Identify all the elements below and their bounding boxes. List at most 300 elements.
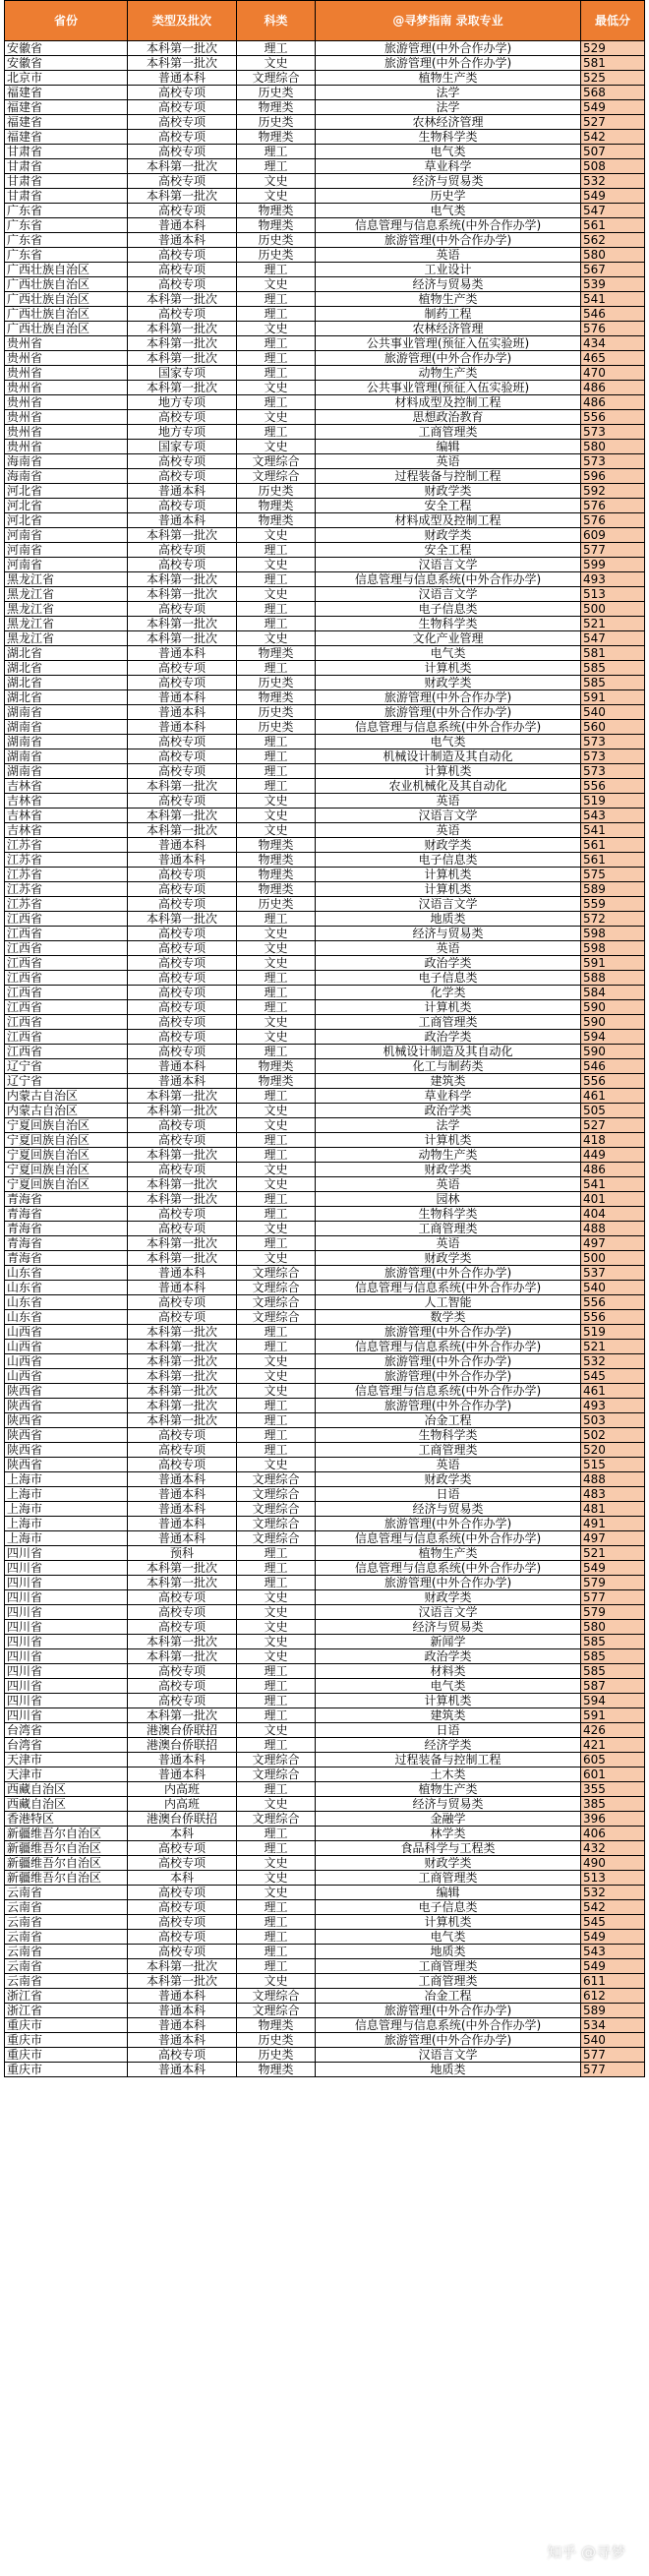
- cell-subject: 文史: [237, 1384, 316, 1399]
- cell-major: 冶金工程: [316, 1413, 581, 1428]
- cell-major: 动物生产类: [316, 366, 581, 381]
- cell-province: 贵州省: [5, 425, 128, 440]
- cell-min-score: 577: [581, 543, 645, 558]
- cell-type-batch: 普通本科: [128, 690, 237, 705]
- cell-type-batch: 地方专项: [128, 425, 237, 440]
- table-row: [5, 1664, 645, 1679]
- cell-subject: 物理类: [237, 100, 316, 115]
- cell-subject: 理工: [237, 1945, 316, 1959]
- table-row: [5, 307, 645, 322]
- cell-type-batch: 高校专项: [128, 100, 237, 115]
- cell-min-score: 519: [581, 1325, 645, 1340]
- cell-major: 旅游管理(中外合作办学): [316, 351, 581, 366]
- cell-major: 英语: [316, 941, 581, 956]
- cell-type-batch: 高校专项: [128, 1045, 237, 1059]
- cell-min-score: 527: [581, 1118, 645, 1133]
- cell-min-score: 465: [581, 351, 645, 366]
- cell-major: 材料类: [316, 1664, 581, 1679]
- cell-type-batch: 本科第一批次: [128, 56, 237, 71]
- cell-min-score: 540: [581, 705, 645, 720]
- cell-province: 贵州省: [5, 440, 128, 454]
- cell-province: 江西省: [5, 1045, 128, 1059]
- table-row: [5, 1443, 645, 1458]
- cell-subject: 历史类: [237, 2033, 316, 2048]
- cell-type-batch: 高校专项: [128, 1605, 237, 1620]
- cell-subject: 文理综合: [237, 1281, 316, 1295]
- cell-type-batch: 本科第一批次: [128, 587, 237, 602]
- cell-min-score: 532: [581, 174, 645, 189]
- table-row: [5, 1827, 645, 1841]
- cell-type-batch: 普通本科: [128, 2033, 237, 2048]
- cell-province: 黑龙江省: [5, 617, 128, 631]
- cell-major: 生物科学类: [316, 1428, 581, 1443]
- cell-min-score: 590: [581, 1045, 645, 1059]
- cell-min-score: 581: [581, 56, 645, 71]
- cell-major: 英语: [316, 454, 581, 469]
- cell-province: 宁夏回族自治区: [5, 1133, 128, 1148]
- cell-subject: 文理综合: [237, 1531, 316, 1546]
- table-row: [5, 720, 645, 735]
- table-row: [5, 100, 645, 115]
- cell-major: 数学类: [316, 1310, 581, 1325]
- cell-type-batch: 高校专项: [128, 130, 237, 145]
- cell-subject: 理工: [237, 735, 316, 749]
- cell-province: 安徽省: [5, 41, 128, 56]
- cell-type-batch: 高校专项: [128, 1295, 237, 1310]
- table-row: [5, 572, 645, 587]
- table-row: [5, 1177, 645, 1192]
- cell-province: 黑龙江省: [5, 602, 128, 617]
- cell-subject: 文史: [237, 1222, 316, 1236]
- cell-type-batch: 高校专项: [128, 115, 237, 130]
- cell-subject: 理工: [237, 1340, 316, 1354]
- cell-min-score: 541: [581, 823, 645, 838]
- cell-min-score: 576: [581, 499, 645, 513]
- table-row: [5, 838, 645, 853]
- cell-min-score: 521: [581, 617, 645, 631]
- cell-province: 青海省: [5, 1192, 128, 1207]
- cell-type-batch: 高校专项: [128, 1679, 237, 1694]
- cell-province: 河南省: [5, 558, 128, 572]
- cell-type-batch: 本科第一批次: [128, 1177, 237, 1192]
- cell-type-batch: 高校专项: [128, 956, 237, 971]
- cell-min-score: 502: [581, 1428, 645, 1443]
- cell-major: 计算机类: [316, 1000, 581, 1015]
- cell-major: 汉语言文学: [316, 1605, 581, 1620]
- cell-type-batch: 高校专项: [128, 1030, 237, 1045]
- cell-min-score: 579: [581, 1576, 645, 1590]
- table-row: [5, 897, 645, 912]
- table-row: [5, 1251, 645, 1266]
- table-row: [5, 1708, 645, 1723]
- cell-major: 工商管理类: [316, 1443, 581, 1458]
- cell-subject: 文史: [237, 809, 316, 823]
- cell-min-score: 545: [581, 1915, 645, 1930]
- cell-type-batch: 本科第一批次: [128, 617, 237, 631]
- cell-province: 江苏省: [5, 838, 128, 853]
- table-row: [5, 941, 645, 956]
- cell-type-batch: 本科第一批次: [128, 1369, 237, 1384]
- table-row: [5, 779, 645, 794]
- cell-min-score: 594: [581, 1030, 645, 1045]
- cell-subject: 理工: [237, 1561, 316, 1576]
- cell-min-score: 421: [581, 1738, 645, 1753]
- cell-subject: 文理综合: [237, 469, 316, 484]
- cell-province: 北京市: [5, 71, 128, 86]
- cell-type-batch: 高校专项: [128, 204, 237, 218]
- cell-subject: 文史: [237, 558, 316, 572]
- cell-min-score: 508: [581, 159, 645, 174]
- cell-min-score: 549: [581, 1930, 645, 1945]
- table-row: [5, 1059, 645, 1074]
- cell-province: 广西壮族自治区: [5, 277, 128, 292]
- cell-subject: 物理类: [237, 838, 316, 853]
- cell-type-batch: 高校专项: [128, 174, 237, 189]
- cell-major: 历史学: [316, 189, 581, 204]
- cell-subject: 理工: [237, 1413, 316, 1428]
- cell-min-score: 549: [581, 1959, 645, 1974]
- cell-major: 汉语言文学: [316, 897, 581, 912]
- cell-province: 黑龙江省: [5, 572, 128, 587]
- cell-subject: 文史: [237, 381, 316, 395]
- cell-type-batch: 内高班: [128, 1797, 237, 1812]
- cell-subject: 理工: [237, 1841, 316, 1856]
- cell-major: 化工与制药类: [316, 1059, 581, 1074]
- table-row: [5, 1413, 645, 1428]
- cell-type-batch: 高校专项: [128, 1163, 237, 1177]
- cell-min-score: 556: [581, 779, 645, 794]
- cell-type-batch: 本科第一批次: [128, 1561, 237, 1576]
- cell-province: 贵州省: [5, 381, 128, 395]
- cell-min-score: 449: [581, 1148, 645, 1163]
- cell-province: 江西省: [5, 971, 128, 986]
- cell-major: 地质类: [316, 2063, 581, 2077]
- cell-min-score: 561: [581, 838, 645, 853]
- cell-min-score: 534: [581, 2018, 645, 2033]
- cell-subject: 文史: [237, 1015, 316, 1030]
- cell-major: 地质类: [316, 1945, 581, 1959]
- cell-subject: 理工: [237, 1664, 316, 1679]
- table-row: [5, 1369, 645, 1384]
- table-row: [5, 676, 645, 690]
- table-row: [5, 1546, 645, 1561]
- cell-major: 工商管理类: [316, 1222, 581, 1236]
- cell-min-score: 611: [581, 1974, 645, 1989]
- cell-subject: 历史类: [237, 484, 316, 499]
- cell-subject: 文史: [237, 56, 316, 71]
- cell-major: 计算机类: [316, 868, 581, 882]
- cell-min-score: 573: [581, 425, 645, 440]
- cell-province: 江西省: [5, 927, 128, 941]
- cell-subject: 文史: [237, 1163, 316, 1177]
- cell-province: 重庆市: [5, 2018, 128, 2033]
- cell-type-batch: 本科第一批次: [128, 381, 237, 395]
- cell-subject: 理工: [237, 395, 316, 410]
- cell-min-score: 549: [581, 189, 645, 204]
- cell-province: 广西壮族自治区: [5, 307, 128, 322]
- cell-type-batch: 本科第一批次: [128, 1959, 237, 1974]
- cell-type-batch: 高校专项: [128, 735, 237, 749]
- header-row: [5, 1, 645, 41]
- table-row: [5, 395, 645, 410]
- cell-major: 汉语言文学: [316, 587, 581, 602]
- cell-subject: 文史: [237, 631, 316, 646]
- cell-min-score: 470: [581, 366, 645, 381]
- cell-major: 经济与贸易类: [316, 1502, 581, 1517]
- cell-type-batch: 本科第一批次: [128, 809, 237, 823]
- cell-subject: 文史: [237, 410, 316, 425]
- cell-major: 动物生产类: [316, 1148, 581, 1163]
- cell-type-batch: 高校专项: [128, 307, 237, 322]
- cell-min-score: 546: [581, 307, 645, 322]
- cell-subject: 物理类: [237, 690, 316, 705]
- cell-subject: 文史: [237, 1620, 316, 1635]
- cell-subject: 理工: [237, 1915, 316, 1930]
- cell-province: 湖南省: [5, 749, 128, 764]
- cell-type-batch: 高校专项: [128, 794, 237, 809]
- cell-province: 陕西省: [5, 1458, 128, 1472]
- cell-min-score: 483: [581, 1487, 645, 1502]
- table-row: [5, 1723, 645, 1738]
- cell-subject: 理工: [237, 1133, 316, 1148]
- cell-subject: 文史: [237, 277, 316, 292]
- cell-province: 辽宁省: [5, 1074, 128, 1089]
- cell-major: 计算机类: [316, 764, 581, 779]
- cell-min-score: 576: [581, 322, 645, 336]
- table-row: [5, 1590, 645, 1605]
- cell-min-score: 598: [581, 927, 645, 941]
- cell-major: 农林经济管理: [316, 115, 581, 130]
- cell-major: 新闻学: [316, 1635, 581, 1649]
- cell-subject: 历史类: [237, 676, 316, 690]
- cell-province: 重庆市: [5, 2048, 128, 2063]
- cell-province: 四川省: [5, 1708, 128, 1723]
- cell-min-score: 500: [581, 1251, 645, 1266]
- cell-type-batch: 本科第一批次: [128, 336, 237, 351]
- cell-province: 湖北省: [5, 690, 128, 705]
- cell-min-score: 434: [581, 336, 645, 351]
- cell-province: 上海市: [5, 1531, 128, 1546]
- cell-min-score: 520: [581, 1443, 645, 1458]
- cell-subject: 理工: [237, 1148, 316, 1163]
- cell-min-score: 547: [581, 204, 645, 218]
- table-row: [5, 602, 645, 617]
- cell-province: 四川省: [5, 1620, 128, 1635]
- cell-province: 新疆维吾尔自治区: [5, 1871, 128, 1886]
- cell-province: 山东省: [5, 1281, 128, 1295]
- cell-major: 日语: [316, 1723, 581, 1738]
- cell-min-score: 541: [581, 1177, 645, 1192]
- cell-min-score: 503: [581, 1413, 645, 1428]
- cell-province: 辽宁省: [5, 1059, 128, 1074]
- table-row: [5, 1753, 645, 1767]
- cell-min-score: 513: [581, 1871, 645, 1886]
- cell-province: 云南省: [5, 1900, 128, 1915]
- cell-major: 信息管理与信息系统(中外合作办学): [316, 1340, 581, 1354]
- table-row: [5, 1679, 645, 1694]
- cell-min-score: 426: [581, 1723, 645, 1738]
- cell-type-batch: 高校专项: [128, 1590, 237, 1605]
- table-row: [5, 86, 645, 100]
- table-row: [5, 381, 645, 395]
- cell-type-batch: 本科第一批次: [128, 631, 237, 646]
- table-row: [5, 263, 645, 277]
- table-row: [5, 661, 645, 676]
- table-row: [5, 484, 645, 499]
- cell-min-score: 497: [581, 1236, 645, 1251]
- cell-min-score: 532: [581, 1886, 645, 1900]
- cell-type-batch: 高校专项: [128, 941, 237, 956]
- cell-subject: 理工: [237, 1399, 316, 1413]
- table-row: [5, 2018, 645, 2033]
- cell-subject: 理工: [237, 971, 316, 986]
- cell-major: 旅游管理(中外合作办学): [316, 1325, 581, 1340]
- cell-province: 福建省: [5, 130, 128, 145]
- cell-province: 宁夏回族自治区: [5, 1148, 128, 1163]
- cell-major: 编辑: [316, 440, 581, 454]
- table-row: [5, 543, 645, 558]
- table-row: [5, 1192, 645, 1207]
- cell-major: 旅游管理(中外合作办学): [316, 1399, 581, 1413]
- cell-major: 机械设计制造及其自动化: [316, 1045, 581, 1059]
- cell-province: 陕西省: [5, 1413, 128, 1428]
- cell-min-score: 580: [581, 248, 645, 263]
- cell-type-batch: 高校专项: [128, 1930, 237, 1945]
- cell-type-batch: 高校专项: [128, 263, 237, 277]
- cell-province: 江苏省: [5, 868, 128, 882]
- table-row: [5, 971, 645, 986]
- table-row: [5, 1620, 645, 1635]
- table-row: [5, 1767, 645, 1782]
- cell-min-score: 532: [581, 1354, 645, 1369]
- cell-min-score: 573: [581, 454, 645, 469]
- cell-province: 山西省: [5, 1369, 128, 1384]
- table-row: [5, 868, 645, 882]
- cell-subject: 文理综合: [237, 1266, 316, 1281]
- table-row: [5, 1812, 645, 1827]
- table-row: [5, 1531, 645, 1546]
- cell-major: 财政学类: [316, 1856, 581, 1871]
- cell-subject: 文理综合: [237, 454, 316, 469]
- cell-min-score: 497: [581, 1531, 645, 1546]
- cell-type-batch: 普通本科: [128, 646, 237, 661]
- table-row: [5, 1649, 645, 1664]
- cell-type-batch: 普通本科: [128, 838, 237, 853]
- cell-major: 财政学类: [316, 838, 581, 853]
- cell-province: 湖南省: [5, 720, 128, 735]
- cell-province: 天津市: [5, 1753, 128, 1767]
- cell-major: 安全工程: [316, 543, 581, 558]
- cell-min-score: 493: [581, 1399, 645, 1413]
- cell-province: 内蒙古自治区: [5, 1104, 128, 1118]
- cell-major: 材料成型及控制工程: [316, 513, 581, 528]
- cell-subject: 理工: [237, 1576, 316, 1590]
- cell-type-batch: 本科: [128, 1871, 237, 1886]
- cell-min-score: 519: [581, 794, 645, 809]
- cell-major: 工商管理类: [316, 1974, 581, 1989]
- cell-subject: 理工: [237, 292, 316, 307]
- cell-min-score: 590: [581, 1015, 645, 1030]
- cell-min-score: 537: [581, 1266, 645, 1281]
- cell-min-score: 599: [581, 558, 645, 572]
- table-row: [5, 1340, 645, 1354]
- cell-province: 青海省: [5, 1207, 128, 1222]
- cell-type-batch: 普通本科: [128, 218, 237, 233]
- cell-province: 贵州省: [5, 336, 128, 351]
- table-row: [5, 41, 645, 56]
- cell-subject: 历史类: [237, 86, 316, 100]
- cell-type-batch: 普通本科: [128, 71, 237, 86]
- cell-subject: 历史类: [237, 233, 316, 248]
- cell-type-batch: 高校专项: [128, 1133, 237, 1148]
- cell-min-score: 585: [581, 1649, 645, 1664]
- cell-province: 西藏自治区: [5, 1782, 128, 1797]
- cell-min-score: 588: [581, 971, 645, 986]
- table-row: [5, 1310, 645, 1325]
- table-row: [5, 1915, 645, 1930]
- cell-min-score: 561: [581, 853, 645, 868]
- cell-province: 江苏省: [5, 882, 128, 897]
- table-row: [5, 735, 645, 749]
- cell-subject: 文史: [237, 322, 316, 336]
- table-row: [5, 1635, 645, 1649]
- cell-province: 陕西省: [5, 1384, 128, 1399]
- cell-type-batch: 高校专项: [128, 1118, 237, 1133]
- cell-major: 政治学类: [316, 1030, 581, 1045]
- cell-type-batch: 高校专项: [128, 543, 237, 558]
- cell-major: 经济与贸易类: [316, 1797, 581, 1812]
- table-row: [5, 1930, 645, 1945]
- cell-type-batch: 普通本科: [128, 1767, 237, 1782]
- cell-subject: 物理类: [237, 130, 316, 145]
- cell-province: 香港特区: [5, 1812, 128, 1827]
- table-row: [5, 410, 645, 425]
- cell-province: 上海市: [5, 1472, 128, 1487]
- cell-province: 黑龙江省: [5, 631, 128, 646]
- table-row: [5, 2048, 645, 2063]
- cell-major: 旅游管理(中外合作办学): [316, 690, 581, 705]
- cell-min-score: 580: [581, 440, 645, 454]
- cell-type-batch: 地方专项: [128, 395, 237, 410]
- cell-subject: 文史: [237, 1590, 316, 1605]
- cell-province: 湖北省: [5, 661, 128, 676]
- cell-subject: 物理类: [237, 204, 316, 218]
- table-row: [5, 366, 645, 381]
- cell-min-score: 546: [581, 1059, 645, 1074]
- table-row: [5, 233, 645, 248]
- cell-province: 安徽省: [5, 56, 128, 71]
- table-row: [5, 956, 645, 971]
- cell-major: 制药工程: [316, 307, 581, 322]
- cell-major: 财政学类: [316, 1163, 581, 1177]
- cell-subject: 理工: [237, 1192, 316, 1207]
- table-row: [5, 1694, 645, 1708]
- table-row: [5, 130, 645, 145]
- table-row: [5, 1472, 645, 1487]
- cell-province: 江西省: [5, 941, 128, 956]
- cell-province: 天津市: [5, 1767, 128, 1782]
- cell-subject: 物理类: [237, 218, 316, 233]
- cell-major: 汉语言文学: [316, 809, 581, 823]
- cell-major: 材料成型及控制工程: [316, 395, 581, 410]
- cell-subject: 物理类: [237, 646, 316, 661]
- table-row: [5, 823, 645, 838]
- cell-type-batch: 高校专项: [128, 469, 237, 484]
- table-row: [5, 1605, 645, 1620]
- cell-min-score: 539: [581, 277, 645, 292]
- cell-major: 农林经济管理: [316, 322, 581, 336]
- table-row: [5, 1295, 645, 1310]
